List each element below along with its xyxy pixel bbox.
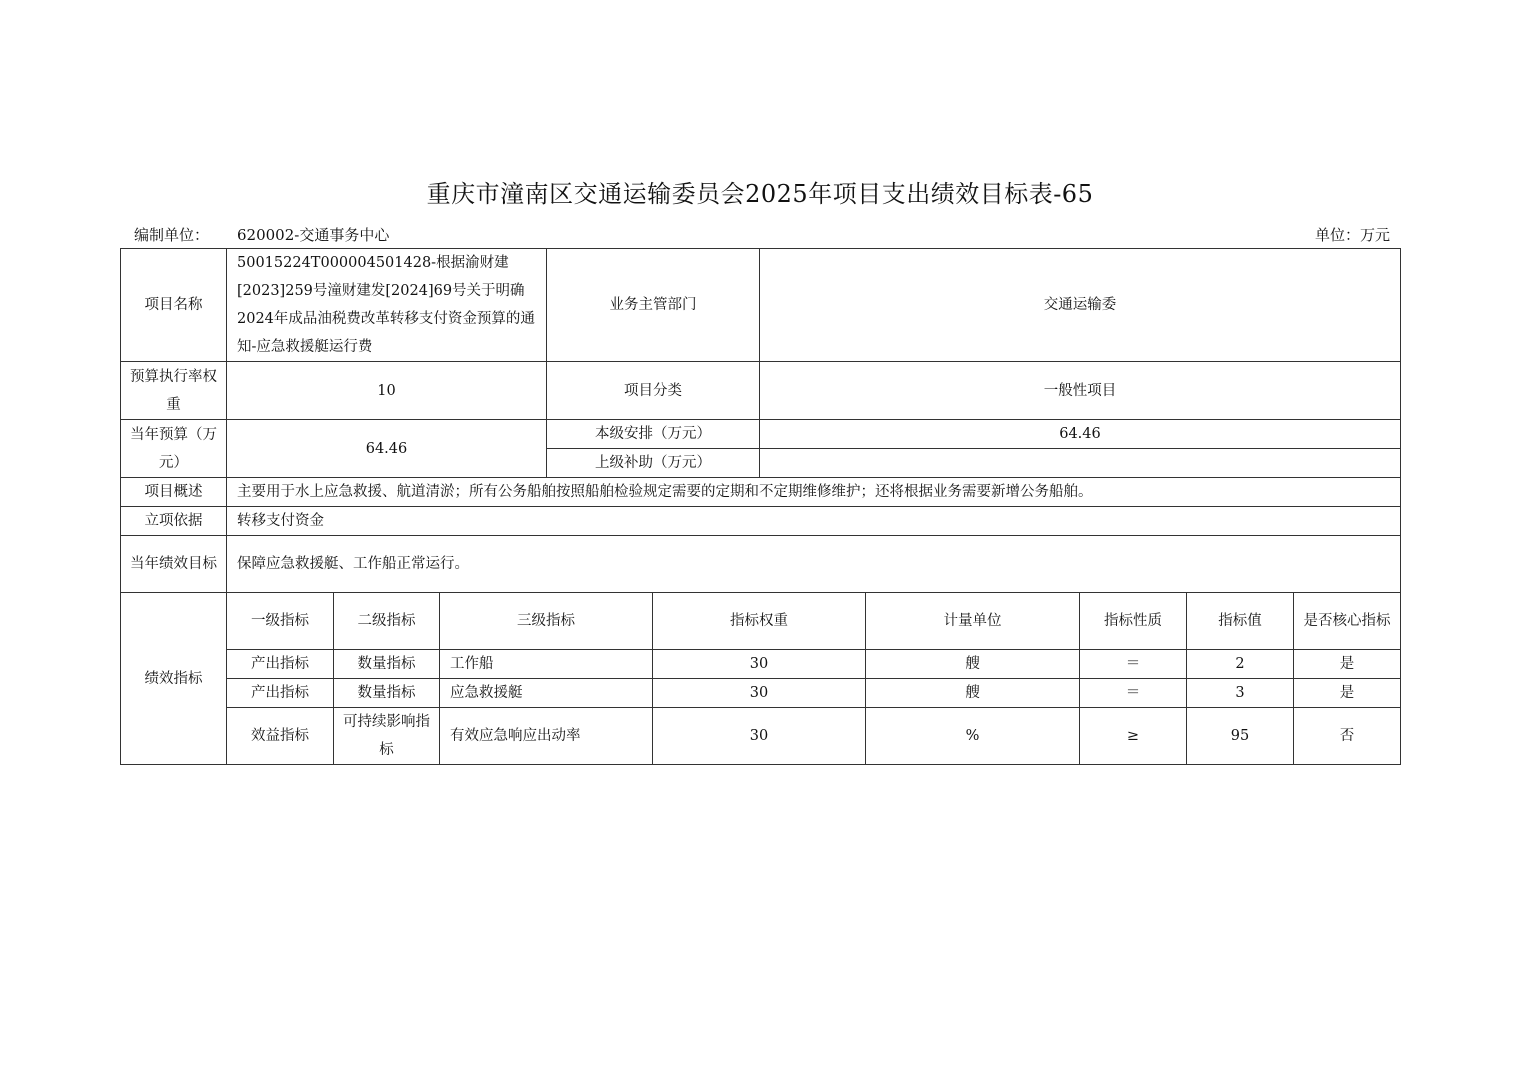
header-weight: 指标权重 xyxy=(653,593,866,650)
table-row xyxy=(121,650,1401,679)
upper-subsidy-label: 上级补助（万元） xyxy=(547,449,760,478)
row-core: 是 xyxy=(1294,650,1401,679)
upper-subsidy-value xyxy=(760,449,1401,478)
currency-unit: 单位：万元 xyxy=(1314,226,1390,244)
goal-label: 当年绩效目标 xyxy=(121,536,227,593)
compiling-unit-label: 编制单位： xyxy=(134,226,210,244)
row-level2: 数量指标 xyxy=(334,679,440,708)
row-unit: % xyxy=(866,708,1080,765)
row-nature: ＝ xyxy=(1080,679,1187,708)
category-label: 项目分类 xyxy=(547,362,760,420)
header-core: 是否核心指标 xyxy=(1294,593,1401,650)
category-value: 一般性项目 xyxy=(760,362,1401,420)
row-value: 95 xyxy=(1187,708,1294,765)
project-name-label: 项目名称 xyxy=(121,249,227,362)
row-unit: 艘 xyxy=(866,650,1080,679)
project-name-value: 50015224T000004501428-根据渝财建[2023]259号潼财建发[2024]69号关于明确2024年成品油税费改革转移支付资金预算的通知-应急救援艇运行费 xyxy=(227,249,547,362)
compiling-unit xyxy=(134,224,389,245)
local-arrangement-value: 64.46 xyxy=(760,420,1401,449)
budget-value: 64.46 xyxy=(227,420,547,478)
compiling-unit-value: 620002-交通事务中心 xyxy=(237,226,390,244)
page-title: 重庆市潼南区交通运输委员会2025年项目支出绩效目标表-65 xyxy=(426,180,1094,208)
header-level2: 二级指标 xyxy=(334,593,440,650)
row-level3: 应急救援艇 xyxy=(440,679,653,708)
row-nature: ≥ xyxy=(1080,708,1187,765)
row-value: 2 xyxy=(1187,650,1294,679)
row-unit: 艘 xyxy=(866,679,1080,708)
row-core: 否 xyxy=(1294,708,1401,765)
row-level1: 产出指标 xyxy=(227,650,334,679)
row-level3: 有效应急响应出动率 xyxy=(440,708,653,765)
row-nature: ＝ xyxy=(1080,650,1187,679)
overview-value: 主要用于水上应急救援、航道清淤；所有公务船舶按照船舶检验规定需要的定期和不定期维修维护；还将根据业务需要新增公务船舶。 xyxy=(227,478,1401,507)
dept-label: 业务主管部门 xyxy=(547,249,760,362)
row-core: 是 xyxy=(1294,679,1401,708)
header-value: 指标值 xyxy=(1187,593,1294,650)
local-arrangement-label: 本级安排（万元） xyxy=(547,420,760,449)
row-value: 3 xyxy=(1187,679,1294,708)
table-row xyxy=(121,679,1401,708)
row-weight: 30 xyxy=(653,708,866,765)
exec-rate-value: 10 xyxy=(227,362,547,420)
indicator-section-label: 绩效指标 xyxy=(121,593,227,765)
basis-value: 转移支付资金 xyxy=(227,507,1401,536)
table-row xyxy=(121,708,1401,765)
dept-value: 交通运输委 xyxy=(760,249,1401,362)
header-unit: 计量单位 xyxy=(866,593,1080,650)
row-level2: 可持续影响指标 xyxy=(334,708,440,765)
overview-label: 项目概述 xyxy=(121,478,227,507)
header-nature: 指标性质 xyxy=(1080,593,1187,650)
header-level1: 一级指标 xyxy=(227,593,334,650)
goal-value: 保障应急救援艇、工作船正常运行。 xyxy=(227,536,1401,593)
exec-rate-label: 预算执行率权重 xyxy=(121,362,227,420)
project-info-table xyxy=(120,248,1401,593)
row-weight: 30 xyxy=(653,650,866,679)
budget-label: 当年预算（万元） xyxy=(121,420,227,478)
indicator-table xyxy=(120,592,1401,765)
row-level1: 产出指标 xyxy=(227,679,334,708)
row-level3: 工作船 xyxy=(440,650,653,679)
row-weight: 30 xyxy=(653,679,866,708)
basis-label: 立项依据 xyxy=(121,507,227,536)
header-level3: 三级指标 xyxy=(440,593,653,650)
row-level1: 效益指标 xyxy=(227,708,334,765)
row-level2: 数量指标 xyxy=(334,650,440,679)
